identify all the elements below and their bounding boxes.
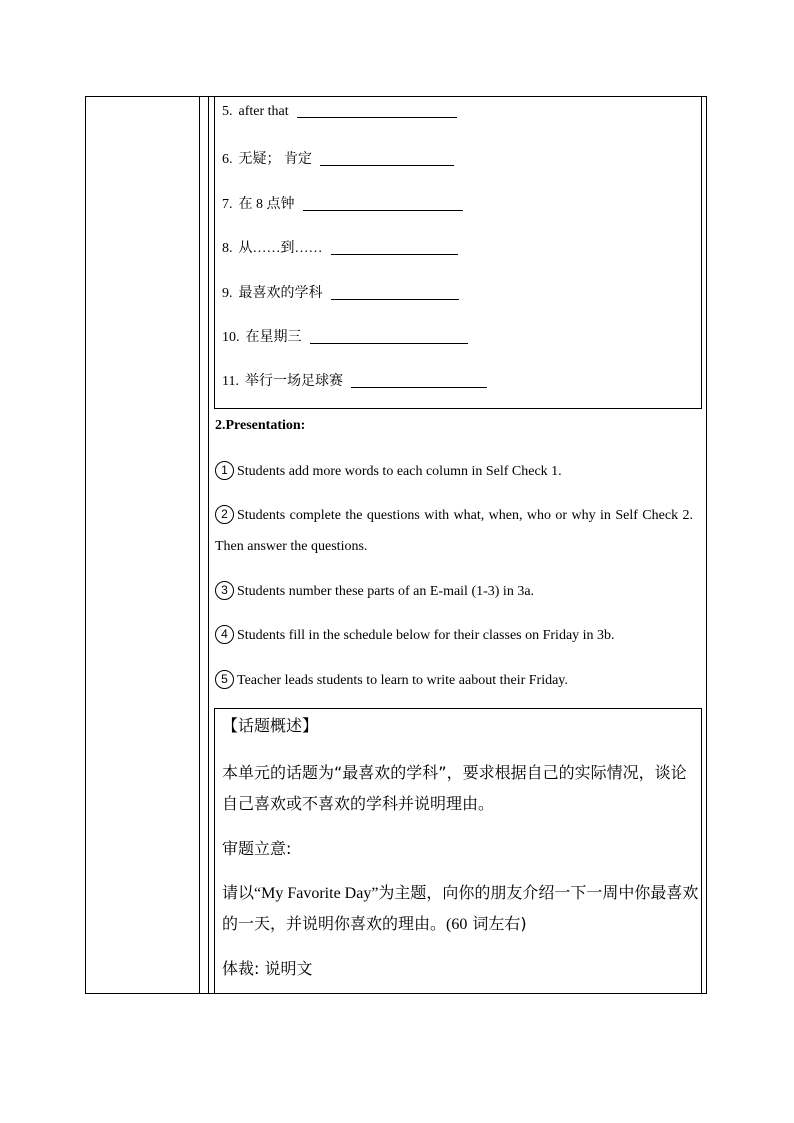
answer-blank[interactable] — [351, 386, 487, 388]
vocab-item — [222, 370, 487, 390]
presentation-item-text: Students complete the questions with what, when, who or why in Self Check 2. Then answer the questions. — [215, 508, 693, 554]
column-divider — [199, 96, 200, 994]
answer-blank[interactable] — [310, 342, 468, 344]
vocab-number: 7. — [222, 197, 233, 212]
presentation-item-text: Teacher leads students to learn to write aabout their Friday. — [237, 673, 568, 688]
vocab-item — [222, 148, 454, 168]
presentation-title: 2.Presentation: — [215, 418, 306, 433]
topic-line: 自己喜欢或不喜欢的学科并说明理由。 — [222, 794, 495, 813]
vocab-number: 8. — [222, 241, 233, 256]
vocab-item — [222, 237, 458, 257]
presentation-item — [215, 620, 693, 651]
presentation-item-text: Students add more words to each column in Self Check 1. — [237, 464, 562, 479]
circled-number: 2 — [215, 505, 234, 524]
topic-line: 审题立意: — [222, 839, 292, 858]
answer-blank[interactable] — [320, 164, 454, 166]
vocab-item — [222, 326, 468, 346]
vocab-number: 10. — [222, 330, 240, 345]
presentation-item — [215, 576, 693, 607]
vocab-item — [222, 193, 463, 213]
answer-blank[interactable] — [331, 298, 459, 300]
presentation-item — [215, 500, 693, 562]
presentation-item — [215, 665, 693, 696]
vocab-number: 6. — [222, 152, 233, 167]
vocab-item — [222, 282, 459, 302]
topic-header: 【话题概述】 — [222, 716, 319, 735]
answer-blank[interactable] — [297, 116, 457, 118]
presentation-item-text: Students number these parts of an E-mail (1-3) in 3a. — [237, 584, 535, 599]
vocab-number: 5. — [222, 104, 233, 119]
vocab-text: 最喜欢的学科 — [238, 286, 323, 301]
circled-number: 3 — [215, 581, 234, 600]
vocab-number: 9. — [222, 286, 233, 301]
topic-line: 体裁: 说明文 — [222, 959, 313, 978]
answer-blank[interactable] — [331, 253, 458, 255]
column-divider — [208, 96, 209, 994]
vocab-text: after that — [238, 104, 289, 119]
answer-blank[interactable] — [303, 209, 463, 211]
vocab-item — [222, 104, 457, 120]
vocab-number: 11. — [222, 374, 239, 389]
topic-line: 本单元的话题为“最喜欢的学科”，要求根据自己的实际情况，谈论 — [222, 763, 687, 782]
circled-number: 5 — [215, 670, 234, 689]
vocab-text: 无疑； 肯定 — [238, 152, 312, 167]
vocab-text: 在 8 点钟 — [238, 197, 295, 212]
vocab-text: 举行一场足球赛 — [244, 374, 343, 389]
topic-line: 的一天，并说明你喜欢的理由。(60 词左右) — [222, 914, 527, 933]
vocab-text: 从……到…… — [238, 241, 323, 256]
vocab-text: 在星期三 — [245, 330, 302, 345]
presentation-item — [215, 456, 693, 487]
circled-number: 1 — [215, 461, 234, 480]
topic-line: 请以“My Favorite Day”为主题，向你的朋友介绍一下一周中你最喜欢 — [222, 883, 699, 902]
circled-number: 4 — [215, 625, 234, 644]
presentation-item-text: Students fill in the schedule below for their classes on Friday in 3b. — [237, 628, 615, 643]
